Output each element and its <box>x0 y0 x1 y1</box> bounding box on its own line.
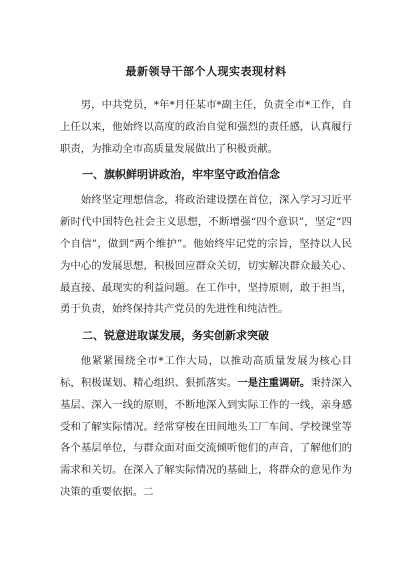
section-2-body <box>60 351 352 504</box>
section-1-heading: 一、旗帜鲜明讲政治，牢牢坚守政治信念 <box>82 168 280 182</box>
section-2-lead-text: 他紧紧围绕全市*工作大局，以推动高质量发展为核心目标，积极谋划、精心组织、狠抓落实。 <box>60 355 352 389</box>
intro-paragraph: 男，中共党员，*年*月任某市*副主任，负责全市*工作，自上任以来，他始终以高度的政治自觉和强烈的责任感，认真履行职责，为推动全市高质量发展做出了积极贡献。 <box>60 99 352 155</box>
section-2-heading: 二、锐意进取谋发展，务实创新求突破 <box>82 329 269 343</box>
section-1-body: 始终坚定理想信念，将政治建设摆在首位，深入学习习近平新时代中国特色社会主义思想，不断增强“四个意识”，坚定“四个自信”，做到“两个维护”。他始终牢记党的宗旨，坚持以人民为中心的发展思想，积极回应群众关切，切实解决群众最关心、最直接、最现实的利益问题。在工作中，坚持原则，敢于担当，勇于负责，始终保持共产党员的先进性和纯洁性。 <box>60 194 352 316</box>
document-title: 最新领导干部个人现实表现材料 <box>125 65 287 78</box>
section-2-bold-text: 一是注重调研。 <box>237 376 311 389</box>
section-2-rest-text: 秉持深入基层、深入一线的原则，不断地深入到实际工作的一线，亲身感受和了解实际情况。经常穿梭在田间地头工厂车间、学校课堂等各个基层单位，与群众面对面交流倾听他们的声音，了解他们的需求和关切。在深入了解实际情况的基础上，将群众的意见作为决策的重要依据。二 <box>60 376 353 498</box>
